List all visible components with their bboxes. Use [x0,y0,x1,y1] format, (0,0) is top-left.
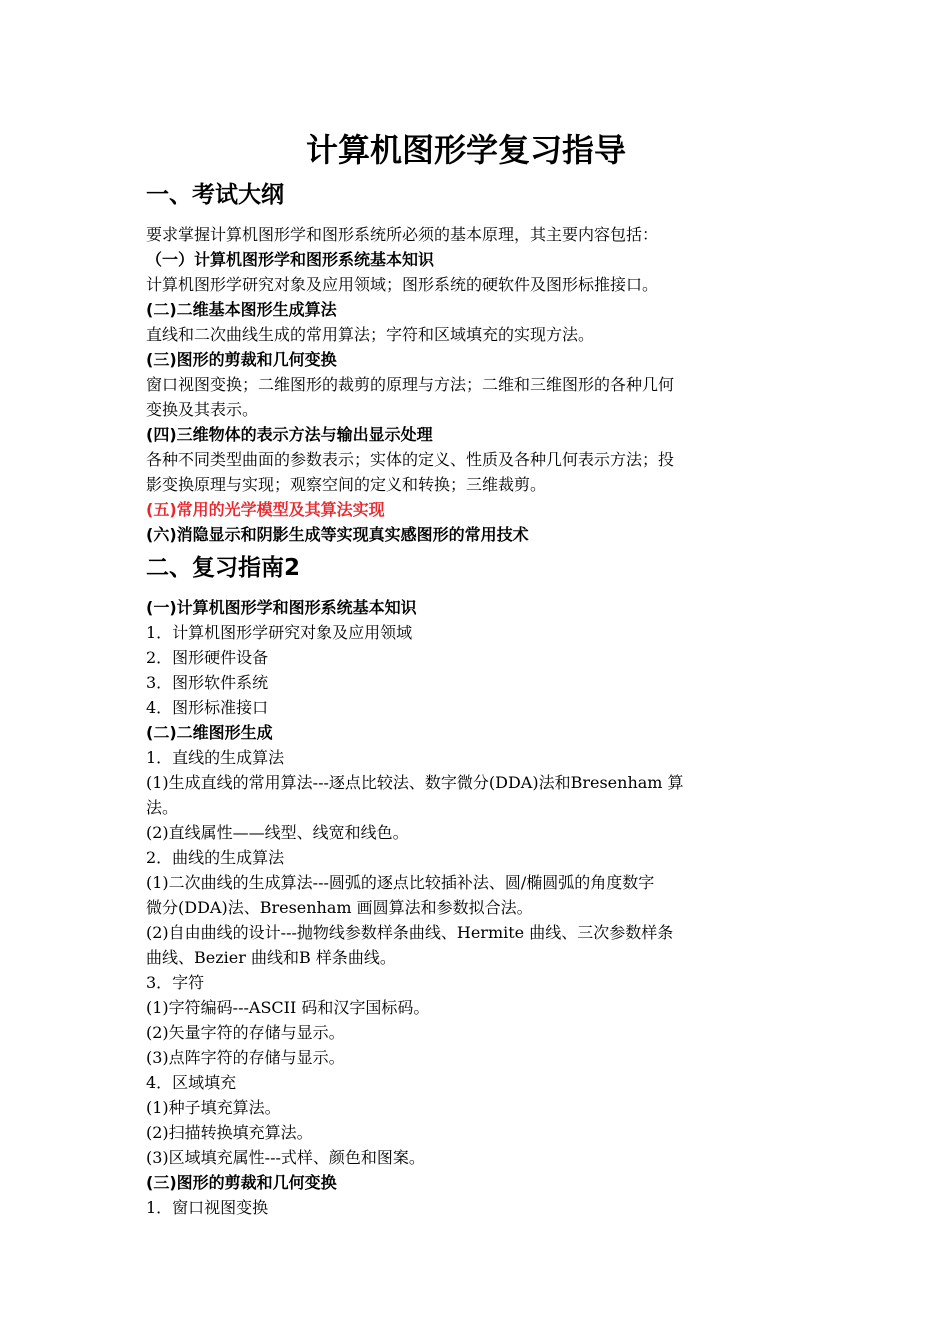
outline-item-heading-highlighted: (五)常用的光学模型及其算法实现 [146,500,385,519]
guide-line: (3)区域填充属性---式样、颜色和图案。 [146,1148,425,1167]
guide-block-heading: (二)二维图形生成 [146,723,273,742]
outline-item-heading: (四)三维物体的表示方法与输出显示处理 [146,425,433,444]
outline-item-heading: (三)图形的剪裁和几何变换 [146,350,337,369]
section-heading-review-guide: 二、复习指南2 [146,555,301,581]
section-intro: 要求掌握计算机图形学和图形系统所必须的基本原理，其主要内容包括： [146,225,659,244]
outline-item-heading: （一）计算机图形学和图形系统基本知识 [146,250,435,269]
document-page [146,128,786,1220]
guide-line: (3)点阵字符的存储与显示。 [146,1048,345,1067]
outline-item [146,422,786,497]
guide-block-heading: (一)计算机图形学和图形系统基本知识 [146,598,417,617]
guide-line: (1)二次曲线的生成算法---圆弧的逐点比较插补法、圆/椭圆弧的角度数字 [146,873,655,892]
guide-line: 法。 [146,798,179,817]
outline-item-heading: (六)消隐显示和阴影生成等实现真实感图形的常用技术 [146,525,529,544]
guide-line: 2．图形硬件设备 [146,648,269,667]
guide-block [146,720,786,1170]
outline-item [146,347,786,422]
guide-block [146,1170,786,1220]
guide-line: 曲线、Bezier 曲线和B 样条曲线。 [146,948,396,967]
outline-item-text: 计算机图形学研究对象及应用领域；图形系统的硬软件及图形标推接口。 [146,275,659,294]
outline-item-text: 变换及其表示。 [146,400,259,419]
guide-line: 4．区域填充 [146,1073,237,1092]
outline-item-text: 直线和二次曲线生成的常用算法；字符和区域填充的实现方法。 [146,325,595,344]
guide-line: (1)种子填充算法。 [146,1098,281,1117]
outline-item-text: 各种不同类型曲面的参数表示；实体的定义、性质及各种几何表示方法；投 [146,450,675,469]
guide-line: 1．窗口视图变换 [146,1198,269,1217]
outline-item-text: 窗口视图变换；二维图形的裁剪的原理与方法；二维和三维图形的各种几何 [146,375,675,394]
guide-line: (1)字符编码---ASCII 码和汉字国标码。 [146,998,430,1017]
document-title: 计算机图形学复习指导 [305,131,626,169]
section-heading-exam-outline: 一、考试大纲 [146,182,284,208]
outline-item [146,247,786,297]
outline-item [146,297,786,347]
guide-line: 微分(DDA)法、Bresenham 画圆算法和参数拟合法。 [146,898,533,917]
guide-block-heading: (三)图形的剪裁和几何变换 [146,1173,337,1192]
guide-line: 2．曲线的生成算法 [146,848,285,867]
guide-line: 3．图形软件系统 [146,673,269,692]
guide-line: 4．图形标准接口 [146,698,269,717]
outline-item-text: 影变换原理与实现；观察空间的定义和转换；三维裁剪。 [146,475,547,494]
guide-line: 1．计算机图形学研究对象及应用领域 [146,623,413,642]
guide-line: (2)扫描转换填充算法。 [146,1123,313,1142]
outline-item-heading: (二)二维基本图形生成算法 [146,300,337,319]
guide-line: 3．字符 [146,973,205,992]
guide-line: 1．直线的生成算法 [146,748,285,767]
guide-line: (2)直线属性——线型、线宽和线色。 [146,823,409,842]
guide-block [146,595,786,720]
guide-line: (2)矢量字符的存储与显示。 [146,1023,345,1042]
guide-line: (2)自由曲线的设计---抛物线参数样条曲线、Hermite 曲线、三次参数样条 [146,923,674,942]
guide-line: (1)生成直线的常用算法---逐点比较法、数字微分(DDA)法和Bresenham 算 [146,773,684,792]
